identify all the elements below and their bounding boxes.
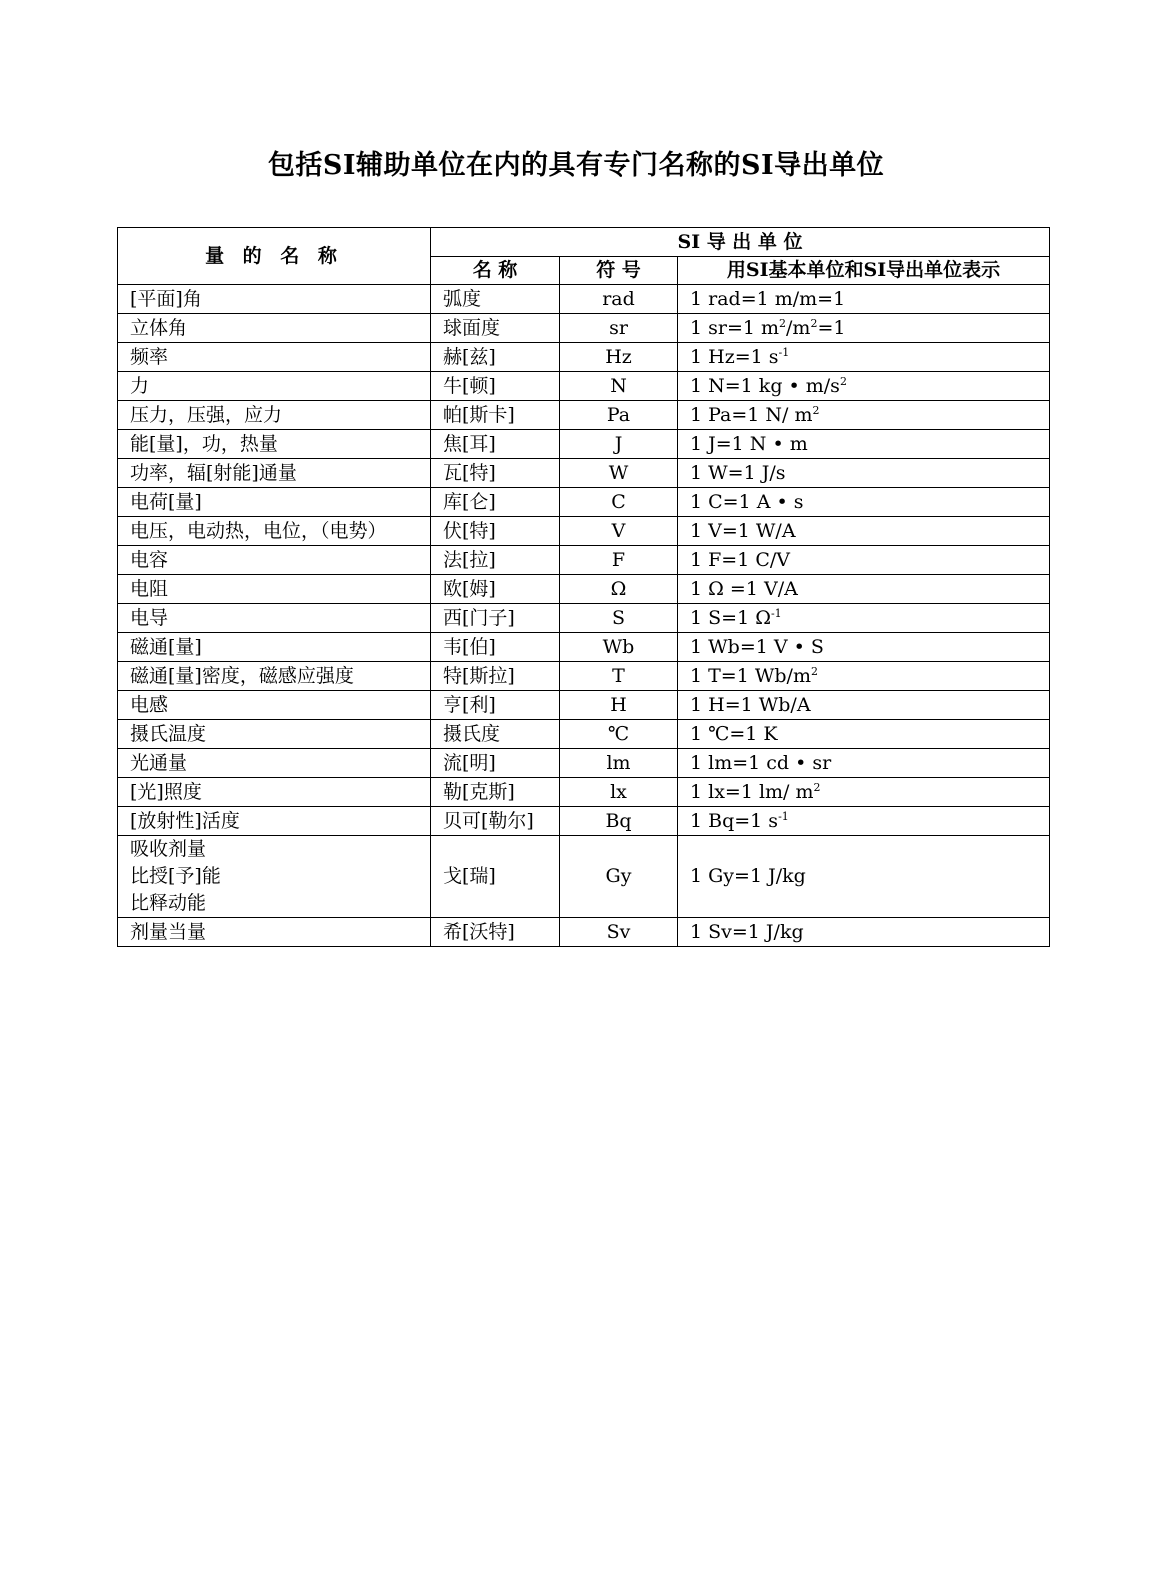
quantity-name-cell: 摄氏温度 [118, 720, 431, 749]
unit-expression-cell: 1 W=1 J/s [678, 459, 1050, 488]
unit-name-cell: 弧度 [431, 285, 560, 314]
unit-symbol-cell: S [560, 604, 678, 633]
quantity-name-cell: 电压，电动热，电位，（电势） [118, 517, 431, 546]
table-row [118, 401, 1050, 430]
unit-name-cell: 瓦[特] [431, 459, 560, 488]
unit-symbol-cell: W [560, 459, 678, 488]
unit-symbol-cell: Bq [560, 807, 678, 836]
table-row [118, 604, 1050, 633]
unit-name-cell: 流[明] [431, 749, 560, 778]
superscript-exponent: 2 [812, 403, 820, 417]
superscript-exponent: -1 [770, 606, 782, 620]
unit-expression-cell: 1 ℃=1 K [678, 720, 1050, 749]
unit-expression-cell: 1 C=1 A • s [678, 488, 1050, 517]
unit-name-cell: 韦[伯] [431, 633, 560, 662]
table-row [118, 778, 1050, 807]
quantity-name-cell: 压力，压强，应力 [118, 401, 431, 430]
header-expression: 用SI基本单位和SI导出单位表示 [678, 257, 1050, 285]
table-row [118, 691, 1050, 720]
unit-expression-cell: 1 Gy=1 J/kg [678, 836, 1050, 918]
table-row [118, 517, 1050, 546]
quantity-name-cell: [放射性]活度 [118, 807, 431, 836]
header-quantity-name: 量 的 名 称 [118, 228, 431, 285]
unit-name-cell: 摄氏度 [431, 720, 560, 749]
table-row [118, 575, 1050, 604]
quantity-name-cell: 剂量当量 [118, 918, 431, 947]
unit-name-cell: 勒[克斯] [431, 778, 560, 807]
unit-expression-cell: 1 H=1 Wb/A [678, 691, 1050, 720]
quantity-name-cell: 光通量 [118, 749, 431, 778]
unit-symbol-cell: ℃ [560, 720, 678, 749]
quantity-name-cell: 力 [118, 372, 431, 401]
unit-symbol-cell: lm [560, 749, 678, 778]
quantity-name-cell: 电容 [118, 546, 431, 575]
header-symbol: 符 号 [560, 257, 678, 285]
quantity-name-cell: 电阻 [118, 575, 431, 604]
unit-expression-cell: 1 F=1 C/V [678, 546, 1050, 575]
unit-symbol-cell: Pa [560, 401, 678, 430]
quantity-name-cell: 能[量]，功，热量 [118, 430, 431, 459]
table-body [118, 285, 1050, 947]
unit-name-cell: 欧[姆] [431, 575, 560, 604]
unit-name-cell: 帕[斯卡] [431, 401, 560, 430]
unit-expression-cell: 1 rad=1 m/m=1 [678, 285, 1050, 314]
unit-symbol-cell: Ω [560, 575, 678, 604]
superscript-exponent: 2 [810, 316, 818, 330]
unit-expression-cell: 1 Bq=1 $s^{-1}$ [678, 807, 1050, 836]
quantity-name-cell: 频率 [118, 343, 431, 372]
unit-name-cell: 伏[特] [431, 517, 560, 546]
table-row [118, 749, 1050, 778]
unit-name-cell: 特[斯拉] [431, 662, 560, 691]
quantity-name-cell: 电感 [118, 691, 431, 720]
unit-expression-cell: 1 N=1 kg • $m/s^2$ [678, 372, 1050, 401]
superscript-exponent: 2 [839, 374, 847, 388]
quantity-name-cell: [平面]角 [118, 285, 431, 314]
quantity-name-line: 比授[予]能 [130, 865, 221, 887]
unit-expression-cell: 1 J=1 N • m [678, 430, 1050, 459]
header-si-derived-unit: SI 导 出 单 位 [431, 228, 1050, 257]
unit-name-cell: 焦[耳] [431, 430, 560, 459]
unit-expression-cell: 1 V=1 W/A [678, 517, 1050, 546]
superscript-exponent: 2 [813, 780, 821, 794]
table-row [118, 633, 1050, 662]
quantity-name-cell: 电导 [118, 604, 431, 633]
unit-expression-cell: 1 Hz=1 $s^{-1}$ [678, 343, 1050, 372]
quantity-name-cell: 功率，辐[射能]通量 [118, 459, 431, 488]
page-title: 包括SI辅助单位在内的具有专门名称的SI导出单位 [267, 150, 885, 181]
unit-symbol-cell: Wb [560, 633, 678, 662]
table-row [118, 430, 1050, 459]
quantity-name-cell: 电荷[量] [118, 488, 431, 517]
unit-expression-cell: 1 S=1 $\Omega^{-1}$ [678, 604, 1050, 633]
superscript-exponent: -1 [778, 345, 790, 359]
unit-symbol-cell: lx [560, 778, 678, 807]
unit-name-cell: 库[仑] [431, 488, 560, 517]
table-row [118, 372, 1050, 401]
table-row [118, 836, 1050, 918]
unit-expression-cell: 1 Sv=1 J/kg [678, 918, 1050, 947]
unit-symbol-cell: F [560, 546, 678, 575]
table-row [118, 720, 1050, 749]
unit-name-cell: 亨[利] [431, 691, 560, 720]
unit-symbol-cell: V [560, 517, 678, 546]
superscript-exponent: -1 [778, 809, 789, 823]
unit-name-cell: 法[拉] [431, 546, 560, 575]
unit-symbol-cell: Sv [560, 918, 678, 947]
unit-name-cell: 贝可[勒尔] [431, 807, 560, 836]
table-row [118, 918, 1050, 947]
table-row [118, 662, 1050, 691]
unit-expression-cell: 1 Ω =1 V/A [678, 575, 1050, 604]
unit-name-cell: 西[门子] [431, 604, 560, 633]
table-row [118, 488, 1050, 517]
quantity-name-cell [118, 836, 431, 918]
quantity-name-line: 吸收剂量 [130, 838, 207, 860]
unit-expression-cell: 1 lm=1 cd • sr [678, 749, 1050, 778]
superscript-exponent: 2 [810, 664, 818, 678]
unit-expression-cell: 1 T=1 $Wb/m^2$ [678, 662, 1050, 691]
unit-name-cell: 戈[瑞] [431, 836, 560, 918]
table-row [118, 314, 1050, 343]
unit-name-cell: 希[沃特] [431, 918, 560, 947]
unit-name-cell: 球面度 [431, 314, 560, 343]
unit-symbol-cell: sr [560, 314, 678, 343]
unit-symbol-cell: H [560, 691, 678, 720]
unit-symbol-cell: J [560, 430, 678, 459]
superscript-exponent: 2 [779, 316, 787, 330]
unit-name-cell: 赫[兹] [431, 343, 560, 372]
unit-expression-cell: 1 sr=1 $m^2/m^2=1$ [678, 314, 1050, 343]
table-row [118, 807, 1050, 836]
quantity-name-line: 比释动能 [130, 892, 207, 914]
unit-symbol-cell: Hz [560, 343, 678, 372]
table-row [118, 459, 1050, 488]
table-row [118, 343, 1050, 372]
header-unit-name: 名 称 [431, 257, 560, 285]
si-derived-units-table [117, 227, 1050, 947]
unit-symbol-cell: rad [560, 285, 678, 314]
unit-expression-cell: 1 Wb=1 V • S [678, 633, 1050, 662]
quantity-name-cell: 磁通[量] [118, 633, 431, 662]
unit-expression-cell: 1 Pa=1 N/ $m^2$ [678, 401, 1050, 430]
unit-symbol-cell: N [560, 372, 678, 401]
unit-expression-cell: 1 lx=1 lm/ $m^2$ [678, 778, 1050, 807]
unit-name-cell: 牛[顿] [431, 372, 560, 401]
quantity-name-cell: [光]照度 [118, 778, 431, 807]
unit-symbol-cell: T [560, 662, 678, 691]
unit-symbol-cell: C [560, 488, 678, 517]
table-row [118, 546, 1050, 575]
quantity-name-cell: 立体角 [118, 314, 431, 343]
unit-symbol-cell: Gy [560, 836, 678, 918]
table-row [118, 285, 1050, 314]
quantity-name-cell: 磁通[量]密度，磁感应强度 [118, 662, 431, 691]
